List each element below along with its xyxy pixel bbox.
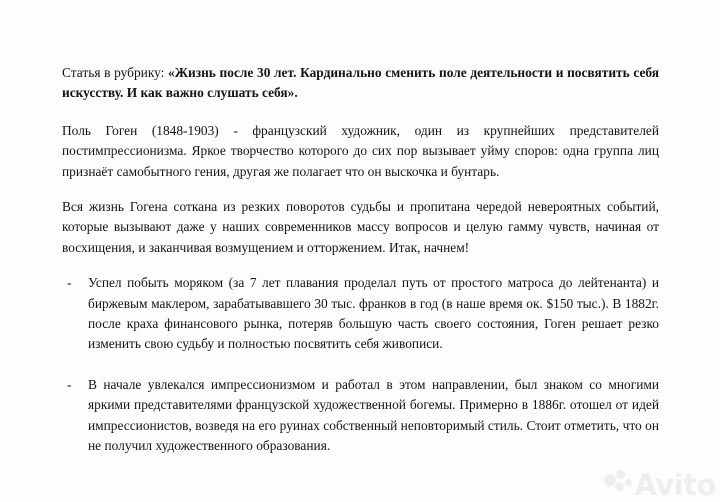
heading-lead-text: Статья в рубрику: [62, 65, 169, 80]
paragraph-life-overview: Вся жизнь Гогена соткана из резких поворотов судьбы и пропитана чередой невероятных событий, которые вызывают даже у наших современников массу вопросов и целую гамму чувств, начиная от восхищения, и заканчивая возмущением и отторжением. Итак, начнем! [62, 199, 659, 255]
avito-logo-icon [604, 470, 634, 500]
avito-watermark-label: Avito [634, 467, 716, 502]
list-item [62, 375, 659, 457]
document-body [62, 63, 659, 457]
article-heading [62, 63, 659, 104]
list-item [62, 273, 659, 355]
list-item-text: Успел побыть моряком (за 7 лет плавания проделал путь от простого матроса до лейтенанта) и биржевым маклером, зарабатывавшего 30 тыс. франков в год (в наше время ок. $150 тыс.). В 1882г. после краха финансового рынка, потеряв большую часть своего состояния, Гоген решает резко изменить свою судьбу и полностью посвятить себя живописи. [88, 275, 659, 352]
list-item-text: В начале увлекался импрессионизмом и работал в этом направлении, был знаком со многими яркими представителями французской художественной богемы. Примерно в 1886г. отошел от идей импрессионистов, возведя на его руинах собственный неповторимый стиль. Стоит отметить, что он не получил художественного образования. [88, 376, 659, 454]
bullet-marker-icon: - [67, 376, 72, 392]
avito-watermark [604, 467, 716, 502]
bullet-marker-icon: - [67, 275, 72, 291]
heading-title-text: «Жизнь после 30 лет. Кардинально сменить поле деятельности и посвятить себя искусству. И как важно слушать себя». [62, 65, 659, 101]
bullet-list [62, 273, 659, 456]
paragraph-biography: Поль Гоген (1848-1903) - французский художник, один из крупнейших представителей постимпрессионизма. Яркое творчество которого до сих пор вызывает уйму споров: одна группа лиц признаёт самобытного гения, другая же полагает что он выскочка и бунтарь. [62, 122, 659, 179]
